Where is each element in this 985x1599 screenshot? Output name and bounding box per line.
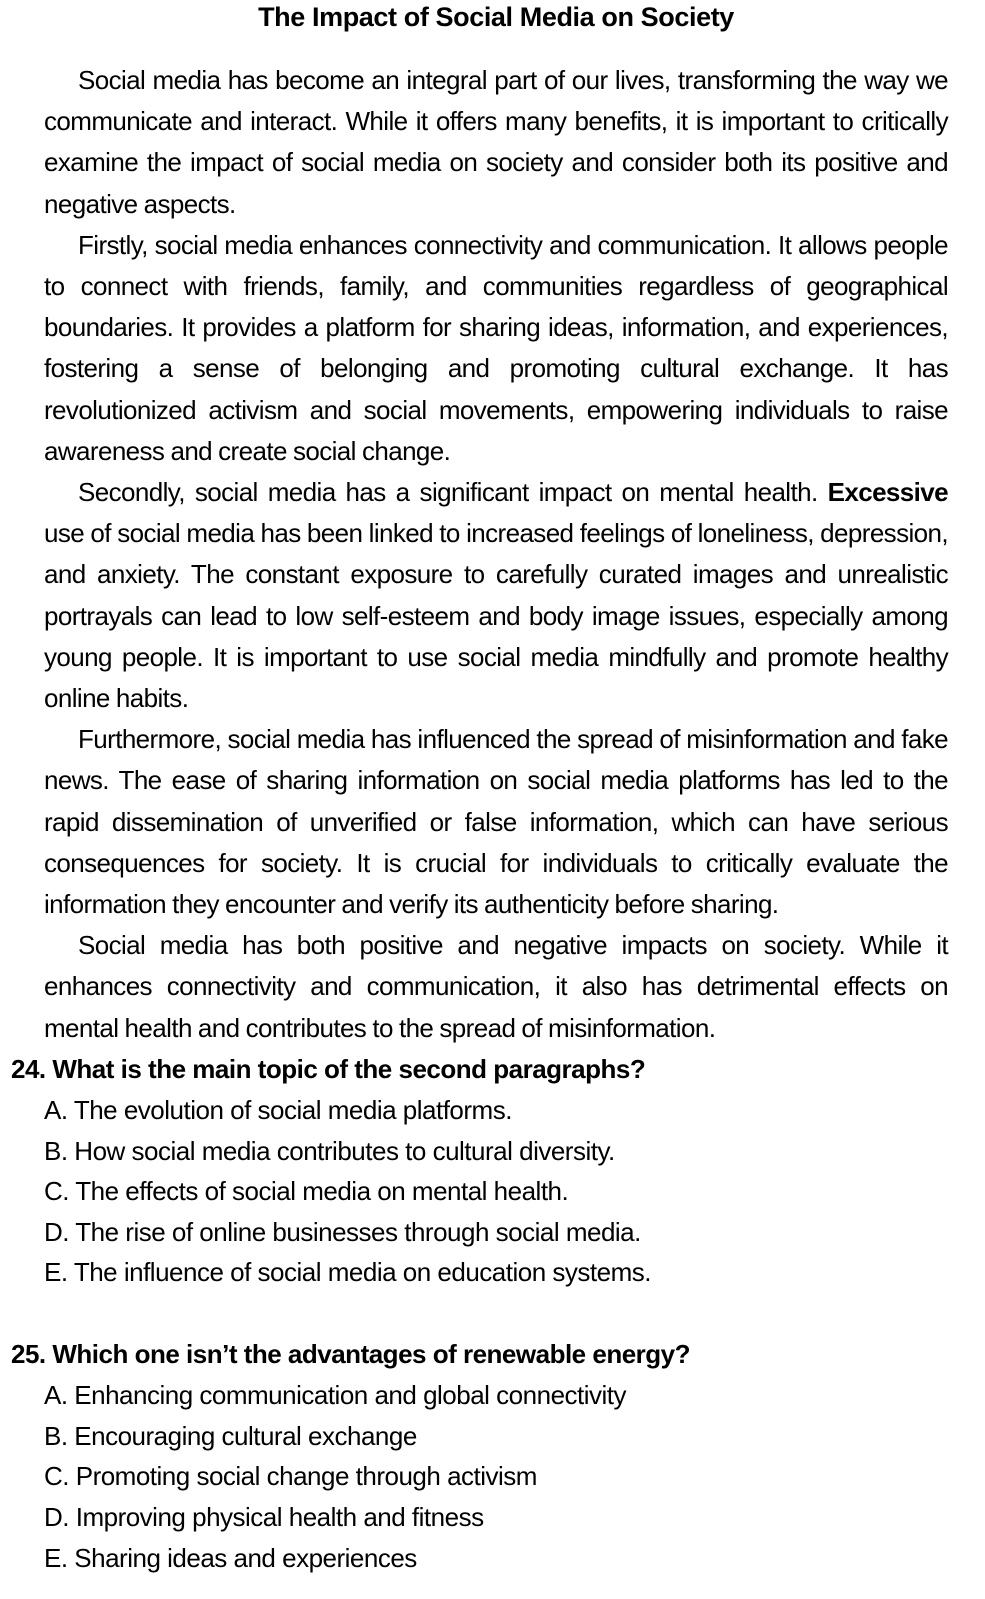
question-24-text: 24. What is the main topic of the second paragraphs?: [11, 1053, 646, 1084]
question-25-option-a: A. Enhancing communication and global connectivity: [44, 1380, 627, 1411]
question-24-option-d: D. The rise of online businesses through social media.: [44, 1216, 641, 1247]
question-25-option-e: E. Sharing ideas and experiences: [44, 1542, 417, 1573]
question-25-option-c: C. Promoting social change through activism: [44, 1461, 537, 1492]
paragraph-5: Social media has both positive and negative impacts on society. While it enhances connectivity and communication, it also has detrimental effects on mental health and contributes to the spread of misinformation.: [44, 930, 948, 1043]
paragraph-3: [44, 472, 948, 719]
question-25-option-b: B. Encouraging cultural exchange: [44, 1420, 417, 1451]
question-25-options: [44, 1375, 948, 1578]
paragraph-1: Social media has become an integral part of our lives, transforming the way we communicate and interact. While it offers many benefits, it is important to critically examine the impact of social media on society and consider both its positive and negative aspects.: [44, 65, 948, 219]
paragraph-3-end: use of social media has been linked to increased feelings of loneliness, depression, and anxiety. The constant exposure to carefully curated images and unrealistic portrayals can lead to low self-esteem and body image issues, especially among young people. It is important to use social media mindfully and promote healthy online habits.: [44, 518, 948, 714]
paragraph-2: Firstly, social media enhances connectivity and communication. It allows people to connect with friends, family, and communities regardless of geographical boundaries. It provides a platform for sharing ideas, information, and experiences, fostering a sense of belonging and promoting cultural exchange. It has revolutionized activism and social movements, empowering individuals to raise awareness and create social change.: [44, 229, 948, 466]
paragraph-4: Furthermore, social media has influenced the spread of misinformation and fake news. The ease of sharing information on social media platforms has led to the rapid dissemination of unverified or false information, which can have serious consequences for society. It is crucial for individuals to critically evaluate the information they encounter and verify its authenticity before sharing.: [44, 724, 948, 920]
question-24-option-a: A. The evolution of social media platforms.: [44, 1095, 512, 1126]
question-25-option-d: D. Improving physical health and fitness: [44, 1502, 484, 1533]
question-25-text: 25. Which one isn’t the advantages of renewable energy?: [11, 1339, 691, 1370]
document-title: The Impact of Social Media on Society: [258, 2, 734, 32]
question-24-option-b: B. How social media contributes to cultural diversity.: [44, 1135, 615, 1166]
paragraph-3-bold-word: Excessive: [827, 477, 948, 508]
question-24-options: [44, 1090, 948, 1293]
question-24-option-c: C. The effects of social media on mental health.: [44, 1176, 569, 1207]
reading-passage: [44, 60, 948, 1049]
question-24-option-e: E. The influence of social media on education systems.: [44, 1257, 651, 1288]
question-24: [11, 1049, 948, 1293]
question-25: [11, 1334, 948, 1578]
paragraph-3-start: Secondly, social media has a significant impact on mental health.: [78, 477, 828, 508]
